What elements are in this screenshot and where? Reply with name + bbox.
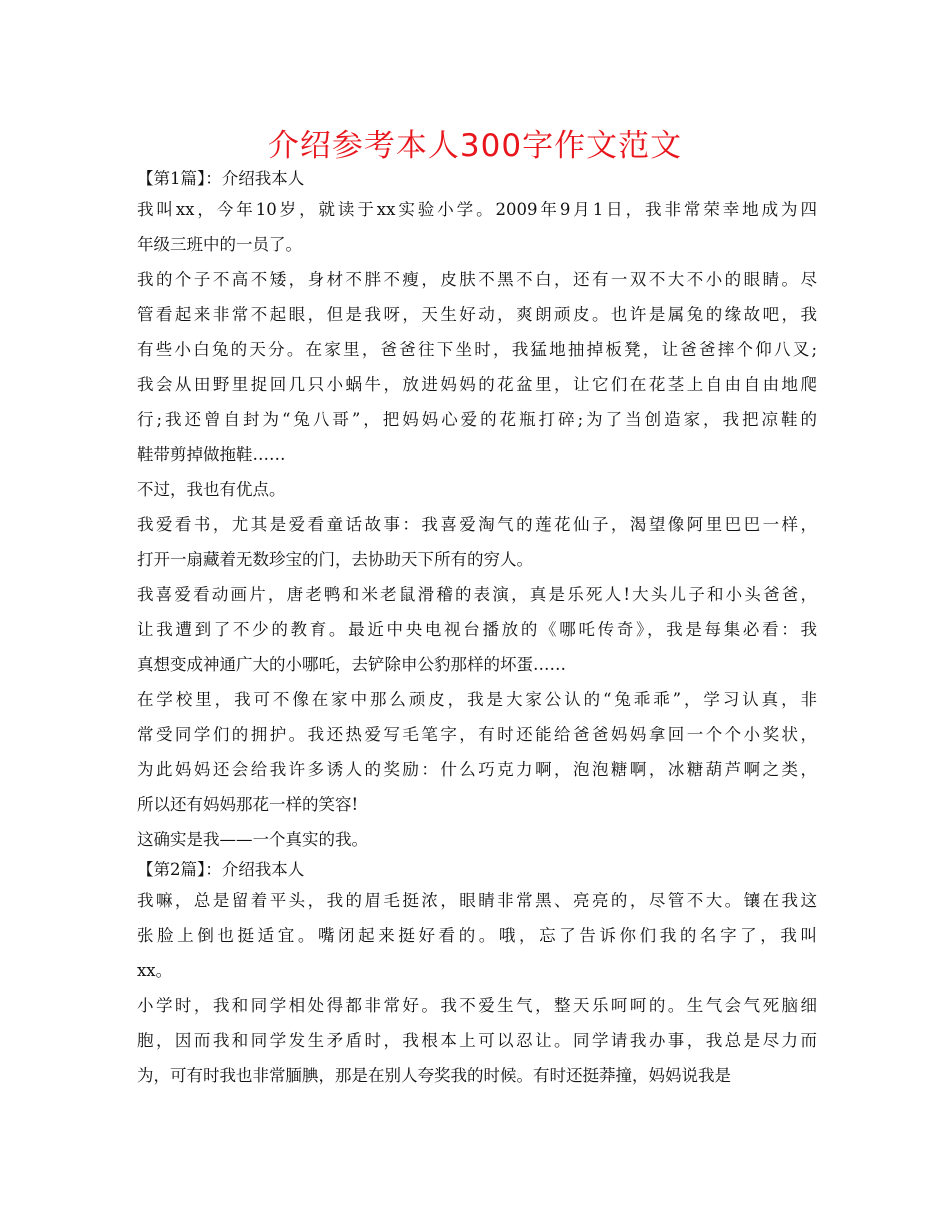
paragraph-line: 我会从田野里捉回几只小蜗牛，放进妈妈的花盆里，让它们在花茎上自由自由地爬 [137,375,817,394]
paragraph [137,822,817,857]
paragraph-line: 年级三班中的一员了。 [137,235,302,254]
paragraph-line: 所以还有妈妈那花一样的笑容! [137,795,359,814]
paragraph [137,988,817,1093]
paragraph-line: 让我遭到了不少的教育。最近中央电视台播放的《哪吒传奇》，我是每集必看：我 [137,620,817,639]
paragraph-line: 为，可有时我也非常腼腆，那是在别人夸奖我的时候。有时还挺莽撞，妈妈说我是 [137,1066,731,1085]
paragraph-line: 不过，我也有优点。 [137,480,286,499]
paragraph-line: 这确实是我——一个真实的我。 [137,830,368,849]
paragraph [137,472,817,507]
paragraph [137,262,817,472]
paragraph-line: xx。 [137,961,173,980]
paragraph-line: 为此妈妈还会给我许多诱人的奖励：什么巧克力啊，泡泡糖啊，冰糖葫芦啊之类， [137,760,817,779]
section-heading: 【第2篇】：介绍我本人 [137,860,305,879]
paragraph-line: 胞，因而我和同学发生矛盾时，我根本上可以忍让。同学请我办事，我总是尽力而 [137,1031,817,1050]
paragraph-line: 张脸上倒也挺适宜。嘴闭起来挺好看的。哦，忘了告诉你们我的名字了，我叫 [137,926,817,945]
document-body [137,166,817,1093]
paragraph-line: 小学时，我和同学相处得都非常好。我不爱生气，整天乐呵呵的。生气会气死脑细 [137,996,817,1015]
paragraph-line: 常受同学们的拥护。我还热爱写毛笔字，有时还能给爸爸妈妈拿回一个个小奖状， [137,725,817,744]
paragraph-line: 有些小白兔的天分。在家里，爸爸往下坐时，我猛地抽掉板凳，让爸爸摔个仰八叉; [137,340,817,359]
paragraph-line: 我叫xx，今年10岁，就读于xx实验小学。2009年9月1日，我非常荣幸地成为四 [137,200,817,219]
paragraph [137,682,817,822]
paragraph-line: 在学校里，我可不像在家中那么顽皮，我是大家公认的“兔乖乖”，学习认真，非 [137,690,817,709]
paragraph-line: 我喜爱看动画片，唐老鸭和米老鼠滑稽的表演，真是乐死人!大头儿子和小头爸爸， [137,585,817,604]
paragraph-line: 鞋带剪掉做拖鞋…… [137,445,286,464]
paragraph-line: 我的个子不高不矮，身材不胖不瘦，皮肤不黑不白，还有一双不大不小的眼睛。尽 [137,270,817,289]
paragraph-line: 管看起来非常不起眼，但是我呀，天生好动，爽朗顽皮。也许是属兔的缘故吧，我 [137,305,817,324]
paragraph-line: 行;我还曾自封为“兔八哥”，把妈妈心爱的花瓶打碎;为了当创造家，我把凉鞋的 [137,410,817,429]
document-title: 介绍参考本人300字作文范文 [267,128,683,164]
paragraph [137,507,817,577]
paragraph-line: 我爱看书，尤其是爱看童话故事：我喜爱淘气的莲花仙子，渴望像阿里巴巴一样， [137,515,817,534]
paragraph-line: 我嘛，总是留着平头，我的眉毛挺浓，眼睛非常黑、亮亮的，尽管不大。镶在我这 [137,891,817,910]
paragraph [137,192,817,262]
paragraph [137,577,817,682]
paragraph-line: 真想变成神通广大的小哪吒，去铲除申公豹那样的坏蛋…… [137,655,566,674]
section-heading: 【第1篇】：介绍我本人 [137,169,305,188]
paragraph-line: 打开一扇藏着无数珍宝的门，去协助天下所有的穷人。 [137,550,533,569]
paragraph [137,883,817,988]
